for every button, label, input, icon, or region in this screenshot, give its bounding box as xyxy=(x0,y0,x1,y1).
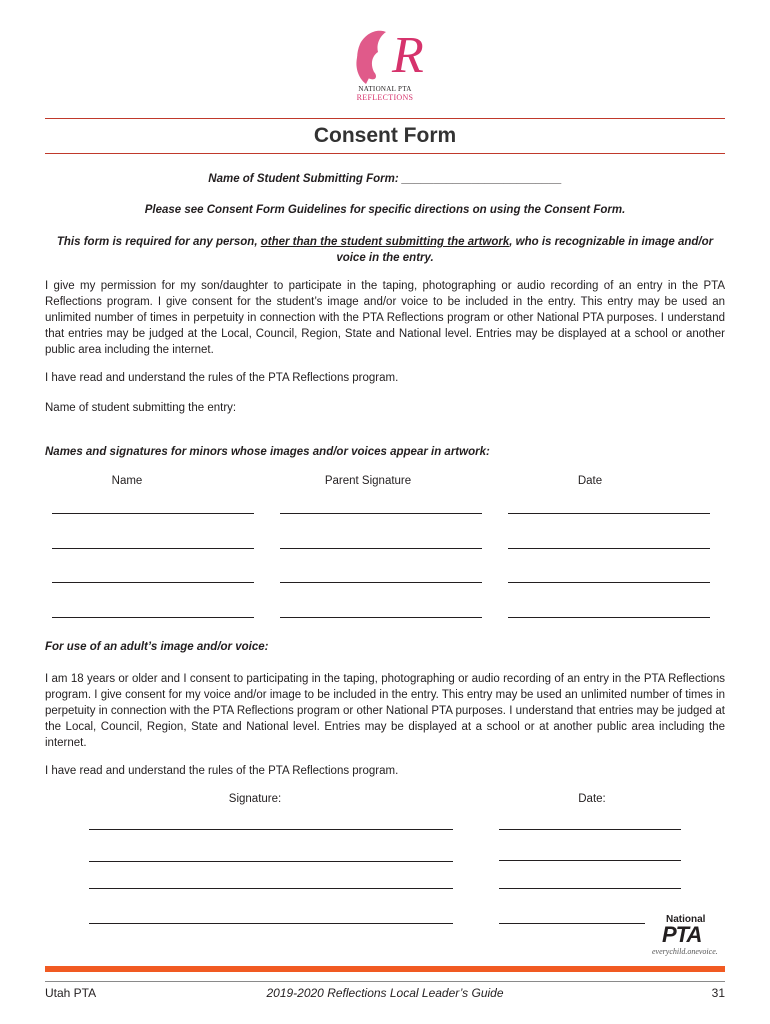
title-rule-top xyxy=(45,118,725,119)
guidelines-note: Please see Consent Form Guidelines for specific directions on using the Consent Form. xyxy=(144,204,626,216)
adult-date-line-2[interactable] xyxy=(499,860,681,861)
minors-name-header: Name xyxy=(111,475,143,487)
national-pta-mark: PTA xyxy=(662,922,702,947)
page-number: 31 xyxy=(711,986,725,1000)
adult-consent-paragraph: I am 18 years or older and I consent to participating in the taping, photographing or audio recording of an entry in the PTA Reflections program. I give consent for my voice and/or image to be included in the entry. This entry may be used an unlimited number of times in perpetuity in connection with the PTA Reflections program or other National PTA purposes. I understand that entries may be judged at the Local, Council, Region, State and National level. Entries may be displayed at a school or at another public area including the internet. xyxy=(45,673,725,749)
minor-signature-line-2[interactable] xyxy=(280,548,482,549)
minor-name-line-3[interactable] xyxy=(52,582,254,583)
adult-date-line-3[interactable] xyxy=(499,888,681,889)
required-note: This form is required for any person, other than the student submitting the artwork, who is recognizable in image and/or voice in the entry. xyxy=(56,236,714,264)
adult-signature-line-1[interactable] xyxy=(89,829,453,830)
adult-signature-header: Signature: xyxy=(228,793,282,805)
minor-name-line-4[interactable] xyxy=(52,617,254,618)
read-rules-statement-2: I have read and understand the rules of the PTA Reflections program. xyxy=(45,765,399,777)
required-note-underlined: other than the student submitting the artwork xyxy=(260,236,510,248)
national-pta-logo xyxy=(652,914,727,960)
adult-signature-line-3[interactable] xyxy=(89,888,453,889)
footer-accent-bar xyxy=(45,966,725,972)
footer-left: Utah PTA xyxy=(45,986,97,1000)
adult-heading: For use of an adult’s image and/or voice: xyxy=(45,641,269,653)
logo-line-1: NATIONAL PTA xyxy=(358,85,412,93)
logo-line-2: REFLECTIONS xyxy=(356,93,414,102)
footer-rule xyxy=(45,981,725,982)
parent-permission-paragraph: I give my permission for my son/daughter to participate in the taping, photographing or audio recording of an entry in the PTA Reflections program. I give consent for the student’s image and/or voice to be included in the entry. This entry may be used an unlimited number of times in perpetuity in connection with the PTA Reflections program or other National PTA purposes. I understand that entries may be judged at the Local, Council, Region, State and National level. Entries may be displayed at a school or another public area including the internet. xyxy=(45,280,725,356)
national-pta-tagline: everychild.onevoice. xyxy=(652,947,718,956)
adult-date-header: Date: xyxy=(578,793,606,805)
national-pta-top: National xyxy=(666,914,706,925)
minor-name-line-2[interactable] xyxy=(52,548,254,549)
minor-date-line-4[interactable] xyxy=(508,617,710,618)
page-title: Consent Form xyxy=(313,124,457,147)
footer-center: 2019-2020 Reflections Local Leader’s Guide xyxy=(266,986,504,1000)
minor-date-line-1[interactable] xyxy=(508,513,710,514)
title-rule-bottom xyxy=(45,153,725,154)
minor-name-line-1[interactable] xyxy=(52,513,254,514)
read-rules-statement-1: I have read and understand the rules of the PTA Reflections program. xyxy=(45,372,399,384)
adult-signature-line-2[interactable] xyxy=(89,861,453,862)
minors-signature-header: Parent Signature xyxy=(324,475,412,487)
student-form-line: Name of Student Submitting Form: _________________________ xyxy=(208,173,562,185)
minor-signature-line-1[interactable] xyxy=(280,513,482,514)
student-entry-label: Name of student submitting the entry: xyxy=(45,402,237,414)
minor-date-line-3[interactable] xyxy=(508,582,710,583)
svg-text:R: R xyxy=(392,27,424,84)
minor-date-line-2[interactable] xyxy=(508,548,710,549)
adult-signature-line-4[interactable] xyxy=(89,923,453,924)
adult-date-line-1[interactable] xyxy=(499,829,681,830)
adult-date-line-4[interactable] xyxy=(499,923,645,924)
minor-signature-line-4[interactable] xyxy=(280,617,482,618)
minors-heading: Names and signatures for minors whose images and/or voices appear in artwork: xyxy=(45,446,490,458)
minors-date-header: Date xyxy=(577,475,603,487)
minor-signature-line-3[interactable] xyxy=(280,582,482,583)
